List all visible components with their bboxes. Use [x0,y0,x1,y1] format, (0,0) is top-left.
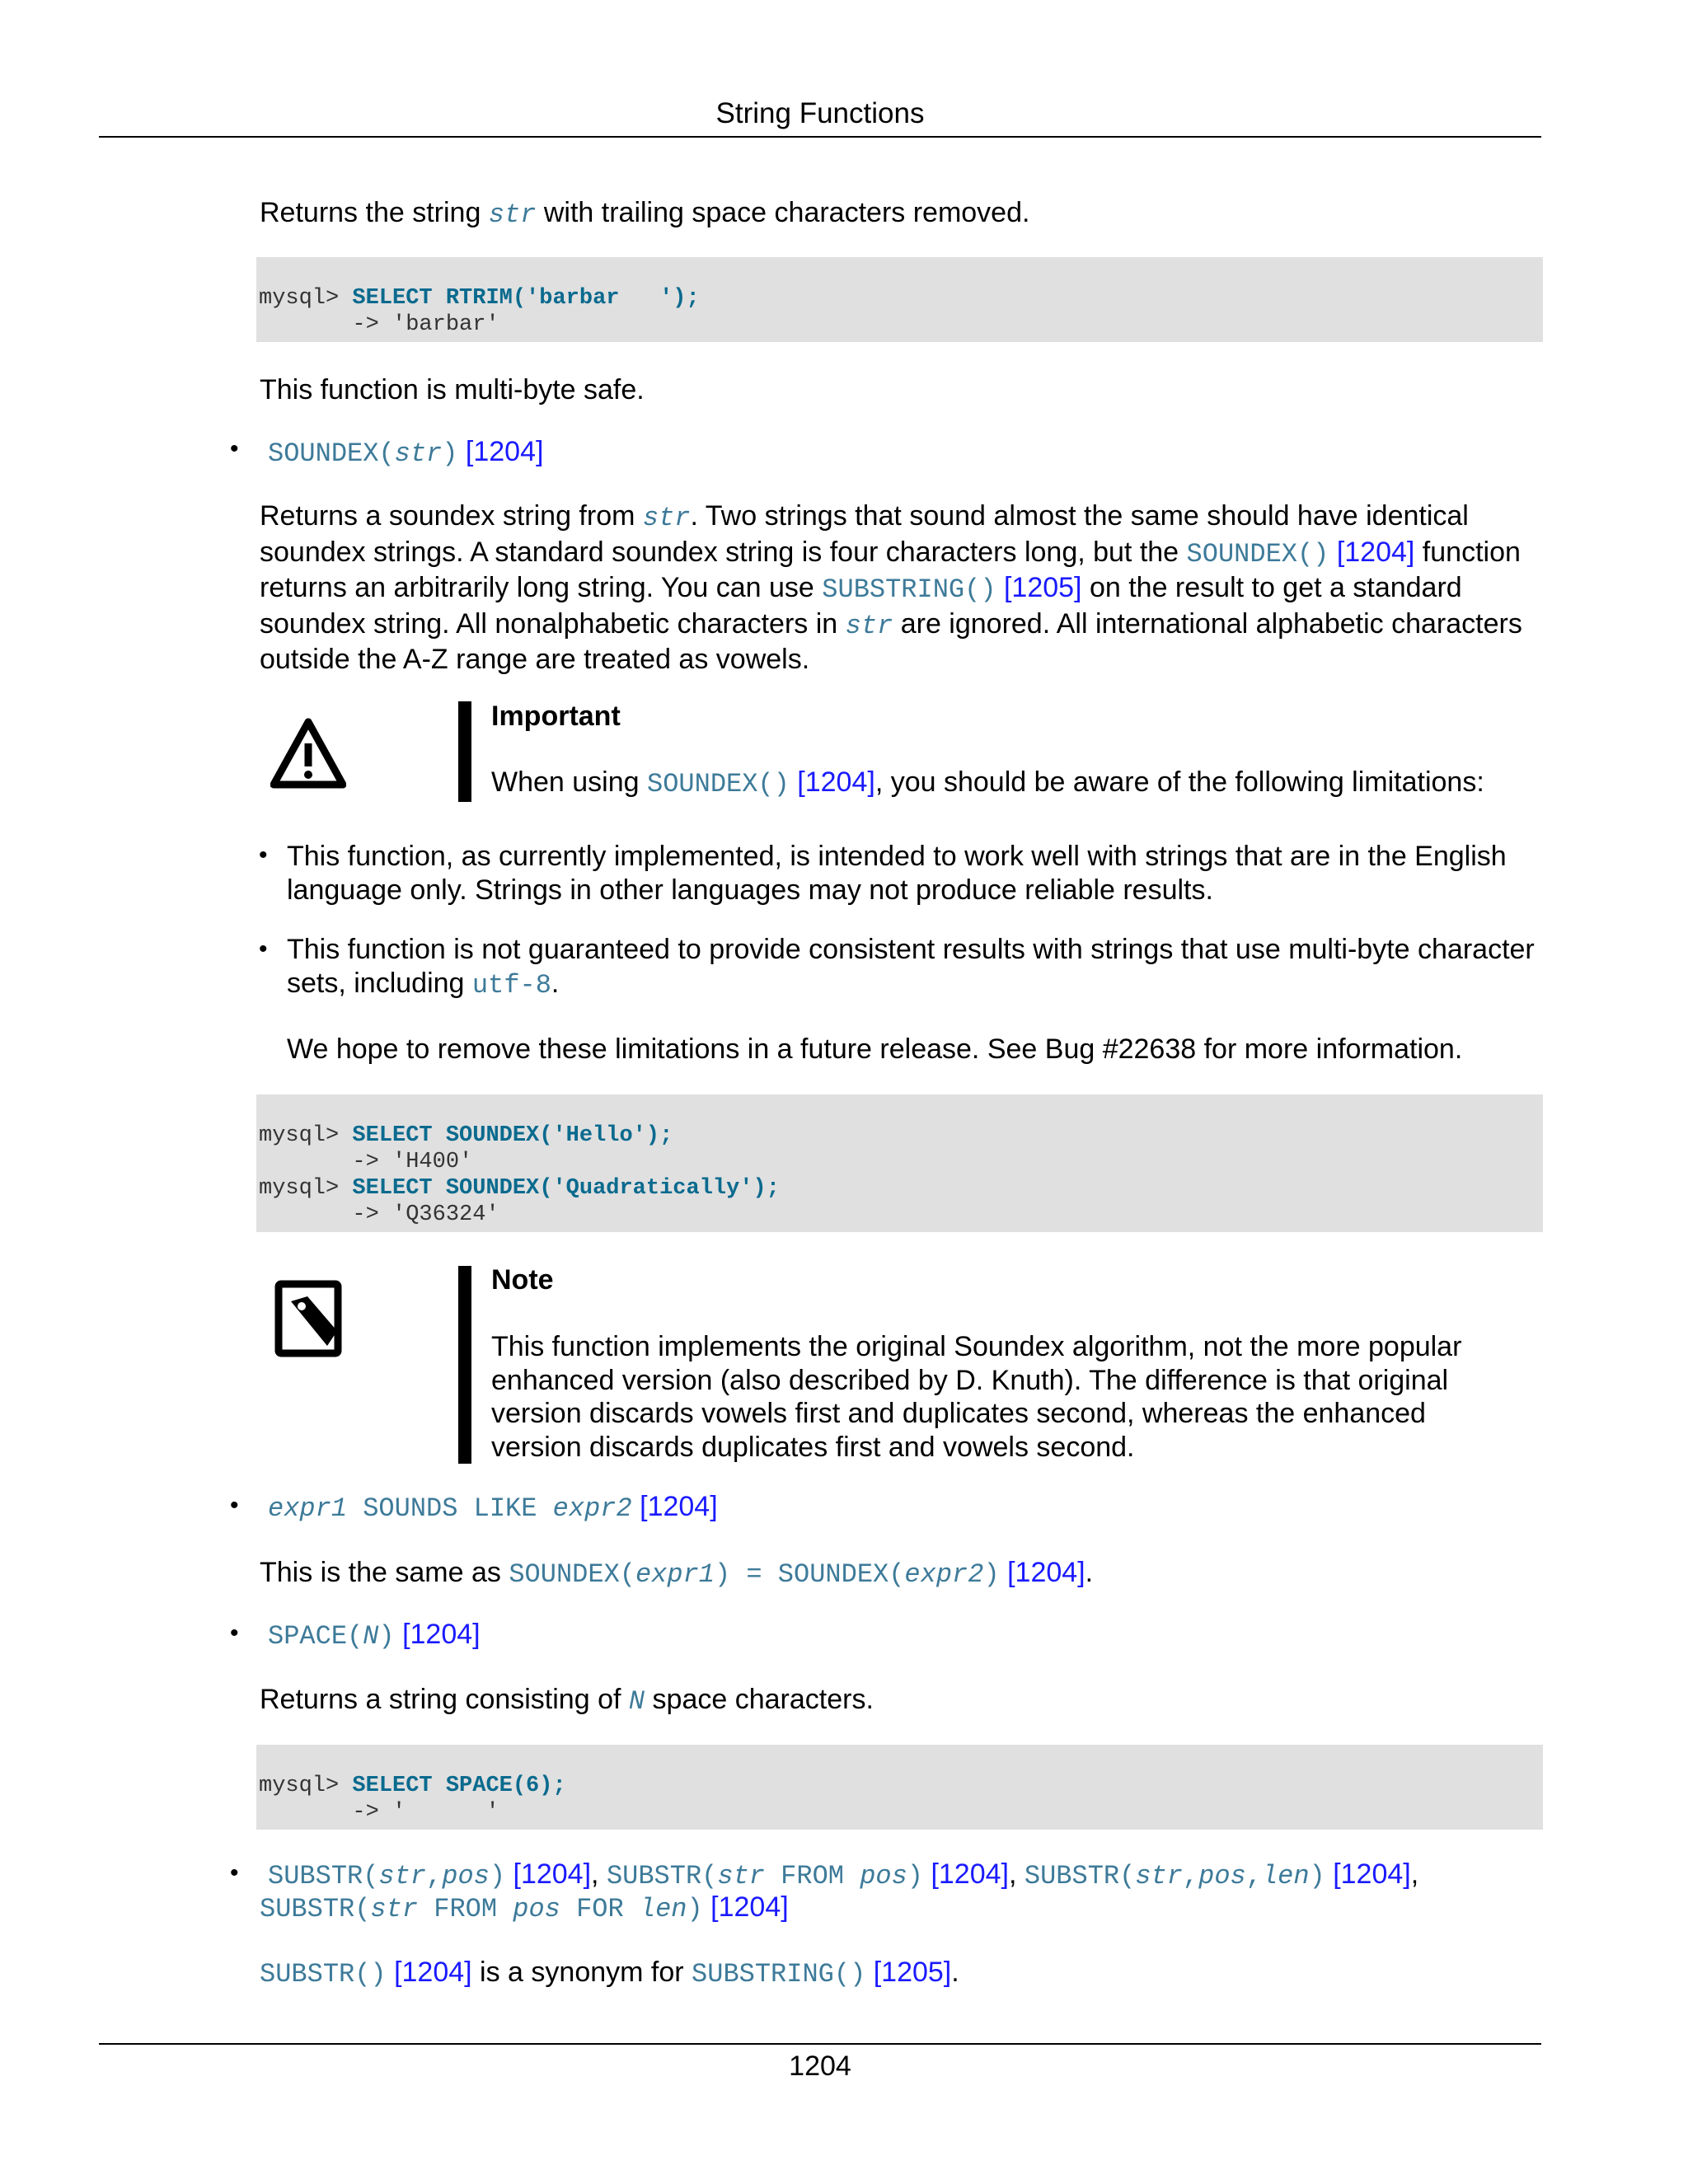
space-bullet: • [230,1619,239,1647]
note-title: Note [491,1264,554,1296]
soundex-link[interactable]: [1204] [1336,536,1415,568]
running-header: String Functions [715,97,925,129]
note-icon [274,1280,345,1357]
limitation-bullet-2: • [259,935,268,963]
note-text: This function implements the original Soundex algorithm, not the more popular enhanced version (also described by D. Knuth). The difference is that original version discards vowels first and duplicates second, whereas the enhanced version discards duplicates first and vowels second. [491,1331,1462,1463]
limitation-bullet-1: • [259,841,268,869]
sounds-like-bullet: • [230,1492,239,1519]
footer-rule [99,2043,1541,2045]
limitation-hope: We hope to remove these limitations in a future release. See Bug #22638 for more information. [287,1033,1463,1065]
space-code-block: mysql> SELECT SPACE(6); -> ' ' [256,1745,1543,1830]
rtrim-description: Returns the string str with trailing space characters removed. [260,197,1030,230]
substr-bullet: • [230,1859,239,1886]
soundex-ref-link[interactable]: [1204] [465,436,544,467]
header-rule [99,136,1541,138]
soundex-code-block: mysql> SELECT SOUNDEX('Hello'); -> 'H400' mysql> SELECT SOUNDEX('Quadratically'); -> 'Q36324' [256,1094,1543,1232]
limitation-1: This function, as currently implemented, is intended to work well with strings that are in the English language only. Strings in other languages may not produce reliable results. [287,841,1507,906]
substr-ref-link-2[interactable]: [1204] [931,1858,1009,1890]
substr-ref-link-4[interactable]: [1204] [710,1891,789,1923]
important-text: When using SOUNDEX() [1204], you should be aware of the following limitations: [491,766,1484,799]
substr-signature-line2: SUBSTR(str FROM pos FOR len) [1204] [260,1891,789,1924]
substr-ref-link-1[interactable]: [1204] [513,1858,592,1890]
note-bar [458,1266,471,1464]
substring-synonym-link[interactable]: [1205] [873,1957,952,1988]
important-soundex-link[interactable]: [1204] [797,766,875,798]
soundex-description: Returns a soundex string from str. Two strings that sound almost the same should have identical soundex strings. A standard soundex string is four characters long, but the SOUNDEX() [1204] function returns an arbitrarily long string. You can use SUBSTRING() [1205] on the result to get a standard soundex string. All nonalphabetic characters in str are ignored. All international alphabetic characters outside the A-Z range are treated as vowels. [260,500,1522,675]
substr-ref-link-3[interactable]: [1204] [1333,1858,1411,1890]
space-description: Returns a string consisting of N space characters. [260,1684,874,1717]
substr-synonym-link[interactable]: [1204] [394,1957,472,1988]
sounds-like-signature: expr1 SOUNDS LIKE expr2 [1204] [268,1491,718,1524]
sounds-like-description: This is the same as SOUNDEX(expr1) = SOUNDEX(expr2) [1204]. [260,1557,1094,1590]
rtrim-multibyte-note: This function is multi-byte safe. [260,374,645,405]
warning-icon [270,717,346,790]
space-signature: SPACE(N) [1204] [268,1619,481,1652]
substr-signature-line1: SUBSTR(str,pos) [1204], SUBSTR(str FROM pos) [1204], SUBSTR(str,pos,len) [1204], [268,1858,1419,1891]
substr-synonym: SUBSTR() [1204] is a synonym for SUBSTRING() [1205]. [260,1957,959,1990]
sounds-like-ref-link[interactable]: [1204] [640,1491,718,1522]
substring-link[interactable]: [1205] [1003,572,1082,603]
soundex-bullet: • [230,435,239,462]
soundex-signature: SOUNDEX(str) [1204] [268,436,544,469]
sounds-like-soundex-link[interactable]: [1204] [1007,1557,1085,1588]
space-ref-link[interactable]: [1204] [402,1619,481,1650]
page-number: 1204 [789,2050,851,2082]
limitation-2: This function is not guaranteed to provide consistent results with strings that use multi-byte character sets, including utf-8. [287,934,1535,1001]
important-title: Important [491,701,621,732]
rtrim-code-block: mysql> SELECT RTRIM('barbar '); -> 'barbar' [256,257,1543,342]
important-bar [458,701,471,802]
